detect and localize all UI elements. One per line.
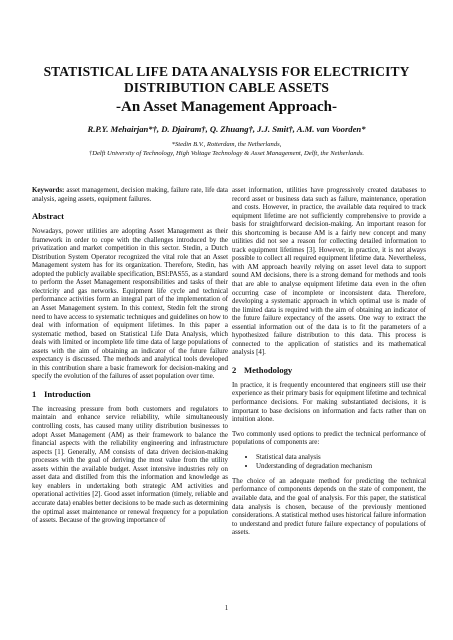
methodology-heading	[232, 365, 426, 375]
affiliation-1: *Stedin B.V., Rotterdam, the Netherlands,	[171, 141, 282, 148]
methodology-paragraph-2: Two commonly used options to predict the technical performance of populations of components are:	[232, 429, 426, 447]
list-item: • Statistical data analysis	[256, 453, 426, 462]
abstract-heading: Abstract	[32, 211, 64, 222]
left-column	[32, 186, 228, 531]
section-title: Introduction	[44, 388, 91, 399]
introduction-text: The increasing pressure from both customers and regulators to maintain and enhance service reliability, while simultaneously controlling costs, has caused many utility distribution businesses to adopt Asset Management (AM) as their framework to balance the financial aspects with the reliability engineering and infrastructure aspects [1]. Generally, AM consists of data driven decision-making processes with the goal of deriving the most value from the utility assets within the available budget. Asset intensive industries rely on asset data and distilled from this the information and knowledge as key enablers in undertaking both strategic AM activities and operational activities [2]. Good asset information (timely, reliable and accurate data) enables better decisions to be made such as determining the optimal asset maintenance or renewal frequency for a population of assets. Because of the growing importance of	[32, 404, 228, 525]
section-number: 1	[32, 388, 37, 399]
affiliations	[10, 140, 443, 158]
methodology-paragraph-1: In practice, it is frequently encountered that engineers still use their experience as their primary basis for equipment lifetime and technical performance decisions. For making substantiated decisions, it is important to base decisions on information and facts rather than on intuition alone.	[232, 380, 426, 424]
title-line-2: DISTRIBUTION CABLE ASSETS	[123, 80, 330, 95]
introduction-continued-text: asset information, utilities have progressively created databases to record asset or business data such as failure, maintenance, operation and costs. However, in practice, the available data required to track equipment lifetime are not sufficiently comprehensive to provide a basis for straightforward decision-making. An important reason for this shortcoming is because AM is a fairly new concept and many utilities did not see a reason for collecting detailed information to track equipment lifetimes [3]. However, in practice, it is not always possible to collect all required equipment lifetime data. Nevertheless, with AM approach heavily relying on asset level data to support sound AM decisions, there is a strong demand for methods and tools that are able to analyse equipment lifetime data even in the often occurring case of incomplete or inconsistent data. Therefore, developing a systematic approach in which optimal use is made of the limited data is required with the aim of obtaining an indicator of the future failure expectancy of the assets. One way to extract the essential information out of the data is to fit the parameters of a hypothesized failure distribution to this data. This process is connected to the application of statistics and its mathematical analysis [4].	[232, 186, 426, 357]
methodology-bullet-list	[232, 453, 426, 471]
paper-subtitle: -An Asset Management Approach-	[116, 99, 337, 115]
paper-title	[20, 64, 433, 96]
affiliation-2: †Delft University of Technology, High Voltage Technology & Asset Management, Delft, the Netherlands.	[88, 150, 365, 157]
keywords-text: asset management, decision making, failure rate, life data analysis, ageing assets, equipment failures.	[32, 186, 229, 203]
introduction-heading	[32, 389, 228, 399]
list-item: • Understanding of degradation mechanism	[256, 462, 426, 471]
abstract-text: Nowadays, power utilities are adopting Asset Management as their framework in order to cope with the challenges introduced by the privatization and market competition in this sector. Stedin, a Dutch Distribution System Operator recognized the vital role that an Asset Management system has for its organization. Therefore, Stedin, has adopted the publicly available specification, BSI:PAS55, as a standard to perform the Asset Management responsibilities and tasks of their electricity and gas networks. Equipment life cycle and technical performance activities form an integral part of the implementation of an Asset Management system. In this context, Stedin felt the strong need to have access to systematic techniques and guidelines on how to deal with information of equipment lifetimes. In this paper a systematic method, based on Statistical Life Data Analysis, which deals with limited or incomplete life time data of large populations of assets with the aim of obtaining an indicator of the future failure expectancy is discussed. The methods and analytical tools developed in this contribution share a basic framework for decision-making and specify the evolution of the failures of asset population over time.	[32, 227, 228, 381]
page-number: 1	[224, 604, 229, 612]
title-line-1: STATISTICAL LIFE DATA ANALYSIS FOR ELECTRICITY	[43, 64, 410, 79]
section-number: 2	[232, 364, 237, 375]
right-column	[232, 186, 426, 543]
keywords-label: Keywords:	[32, 186, 65, 194]
author-list: R.P.Y. Mehairjan*†, D. Djairam†, Q. Zhuang†, J.J. Smit†, A.M. van Voorden*	[87, 124, 366, 134]
methodology-paragraph-3: The choice of an adequate method for predicting the technical performance of components depends on the state of component, the available data, and the goal of analysis. For this paper, the statistical data analysis is chosen, because of the previously mentioned considerations. A statistical method uses historical failure information to understand and predict future failure expectancy of populations of assets.	[232, 476, 426, 537]
keywords	[32, 186, 228, 203]
section-title: Methodology	[244, 364, 293, 375]
